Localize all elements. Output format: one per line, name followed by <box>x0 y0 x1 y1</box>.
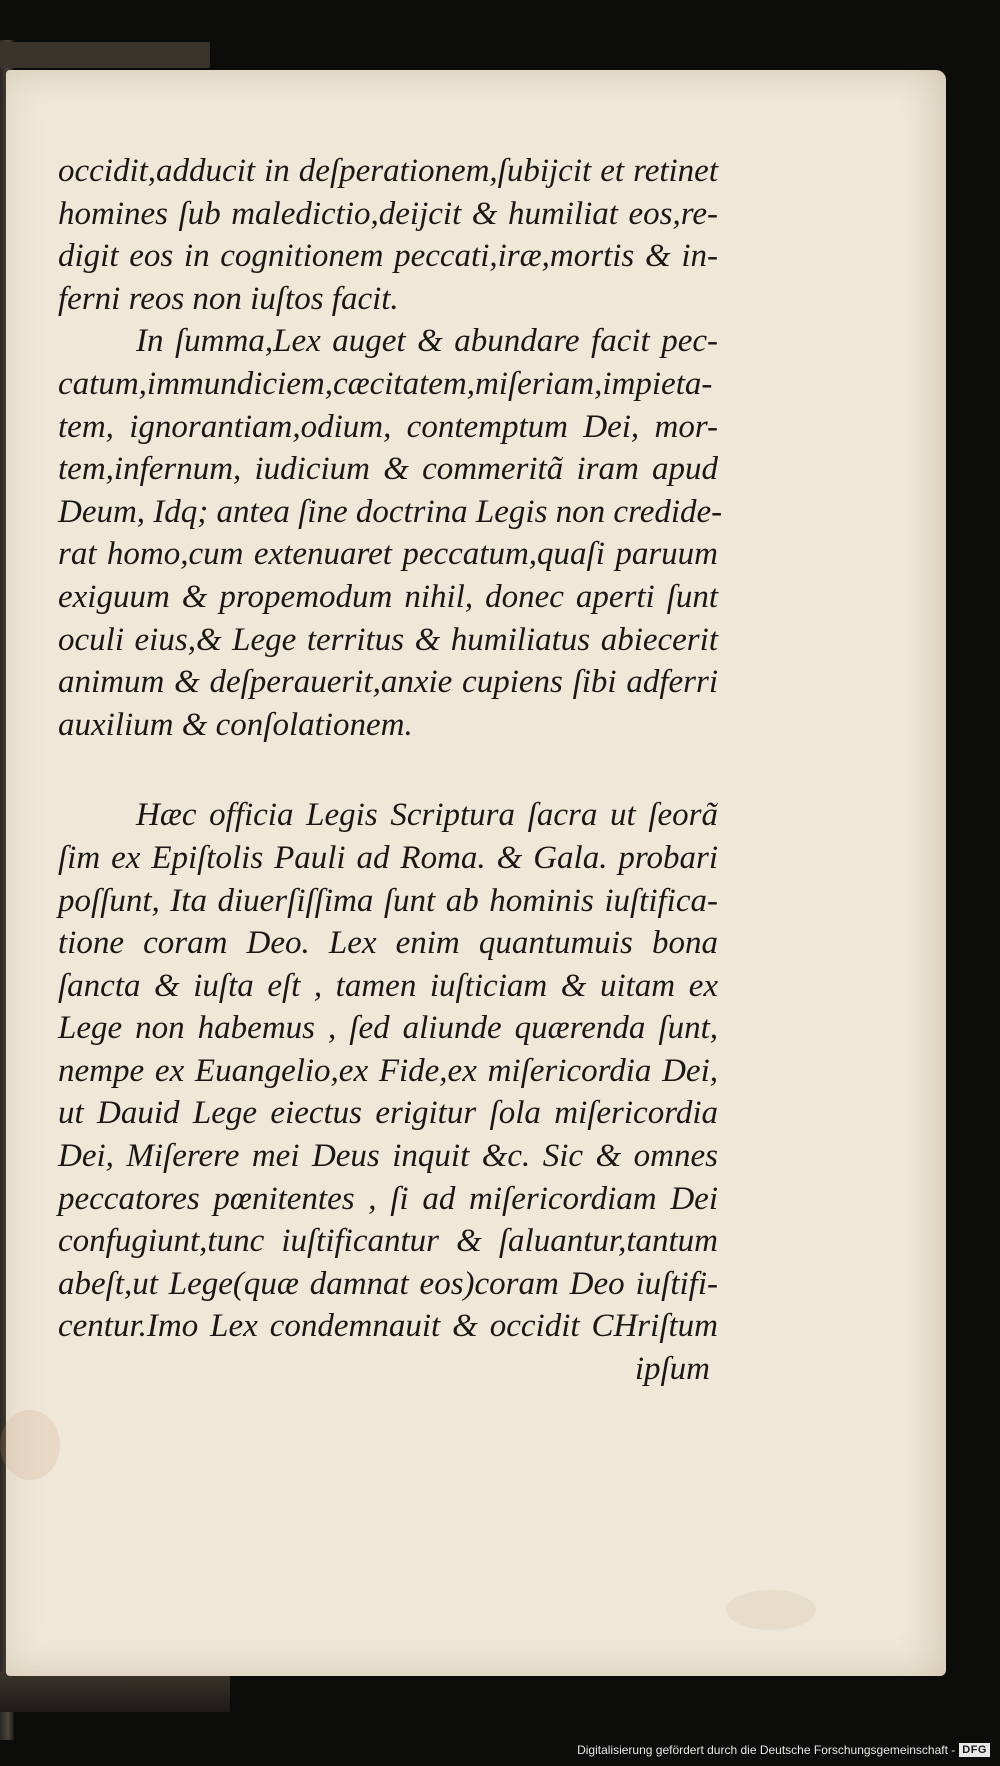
catchword: ipſum <box>634 1351 710 1388</box>
text-line: ferni reos non iuſtos facit. <box>58 280 399 317</box>
text-line: In ſumma,Lex auget & abundare facit pec- <box>136 323 718 360</box>
text-line: nempe ex Euangelio,ex Fide,ex miſericordia Dei, <box>58 1052 718 1089</box>
text-line: exiguum & propemodum nihil, donec aperti ſunt <box>58 578 718 615</box>
book-cover-board-bottom <box>0 1672 230 1712</box>
text-line: Deum, Idq; antea ſine doctrina Legis non credide- <box>58 493 723 530</box>
text-line: Lege non habemus , ſed aliunde quærenda ſunt, <box>58 1010 718 1047</box>
text-line: animum & deſperauerit,anxie cupiens ſibi adferri <box>58 664 718 701</box>
text-line: poſſunt, Ita diuerſiſſima ſunt ab hominis iuſtifica- <box>58 882 718 919</box>
paper-stain <box>0 1410 60 1480</box>
text-line: occidit,adducit in deſperationem,ſubijcit et retinet <box>58 153 718 189</box>
paragraph-2 <box>58 320 723 746</box>
text-line: tione coram Deo. Lex enim quantumuis bona <box>58 925 718 962</box>
text-line: Dei, Miſerere mei Deus inquit &c. Sic & omnes <box>58 1138 718 1175</box>
text-line: tem, ignorantiam,odium, contemptum Dei, mor- <box>58 408 718 445</box>
paragraph-3 <box>58 794 718 1348</box>
text-line: auxilium & conſolationem. <box>58 706 413 743</box>
text-line: Hæc officia Legis Scriptura ſacra ut ſeorã <box>136 797 718 834</box>
text-line: rat homo,cum extenuaret peccatum,quaſi paruum <box>58 536 718 573</box>
text-line: homines ſub maledictio,deijcit & humiliat eos,re- <box>58 195 718 232</box>
paragraph-gap <box>58 746 718 794</box>
text-line: digit eos in cognitionem peccati,iræ,mortis & in- <box>58 238 718 275</box>
body-text <box>58 150 723 1391</box>
text-line: ſim ex Epiſtolis Pauli ad Roma. & Gala. probari <box>58 839 718 876</box>
text-line: abeſt,ut Lege(quæ damnat eos)coram Deo iuſtifi- <box>58 1265 718 1302</box>
text-line: ut Dauid Lege eiectus erigitur ſola miſericordia <box>58 1095 718 1132</box>
footer-credit: Digitalisierung gefördert durch die Deutsche Forschungsgemeinschaft - <box>577 1743 956 1757</box>
text-line: tem,infernum, iudicium & commeritã iram apud <box>58 451 718 488</box>
text-line: centur.Imo Lex condemnauit & occidit CHriſtum <box>58 1308 718 1345</box>
text-line: oculi eius,& Lege territus & humiliatus abiecerit <box>58 621 718 658</box>
text-line: catum,immundiciem,cæcitatem,miſeriam,impieta- <box>58 365 713 402</box>
book-page <box>6 70 946 1676</box>
text-line: ſancta & iuſta eſt , tamen iuſticiam & uitam ex <box>58 967 718 1004</box>
text-line: confugiunt,tunc iuſtificantur & ſaluantur,tantum <box>58 1223 718 1260</box>
paragraph-1 <box>58 150 718 320</box>
digitization-footer <box>577 1740 990 1760</box>
book-cover-board-top <box>0 42 210 68</box>
text-line: peccatores pœnitentes , ſi ad miſericordiam Dei <box>58 1180 718 1217</box>
paper-stain <box>726 1590 816 1630</box>
dfg-logo: DFG <box>959 1743 990 1757</box>
